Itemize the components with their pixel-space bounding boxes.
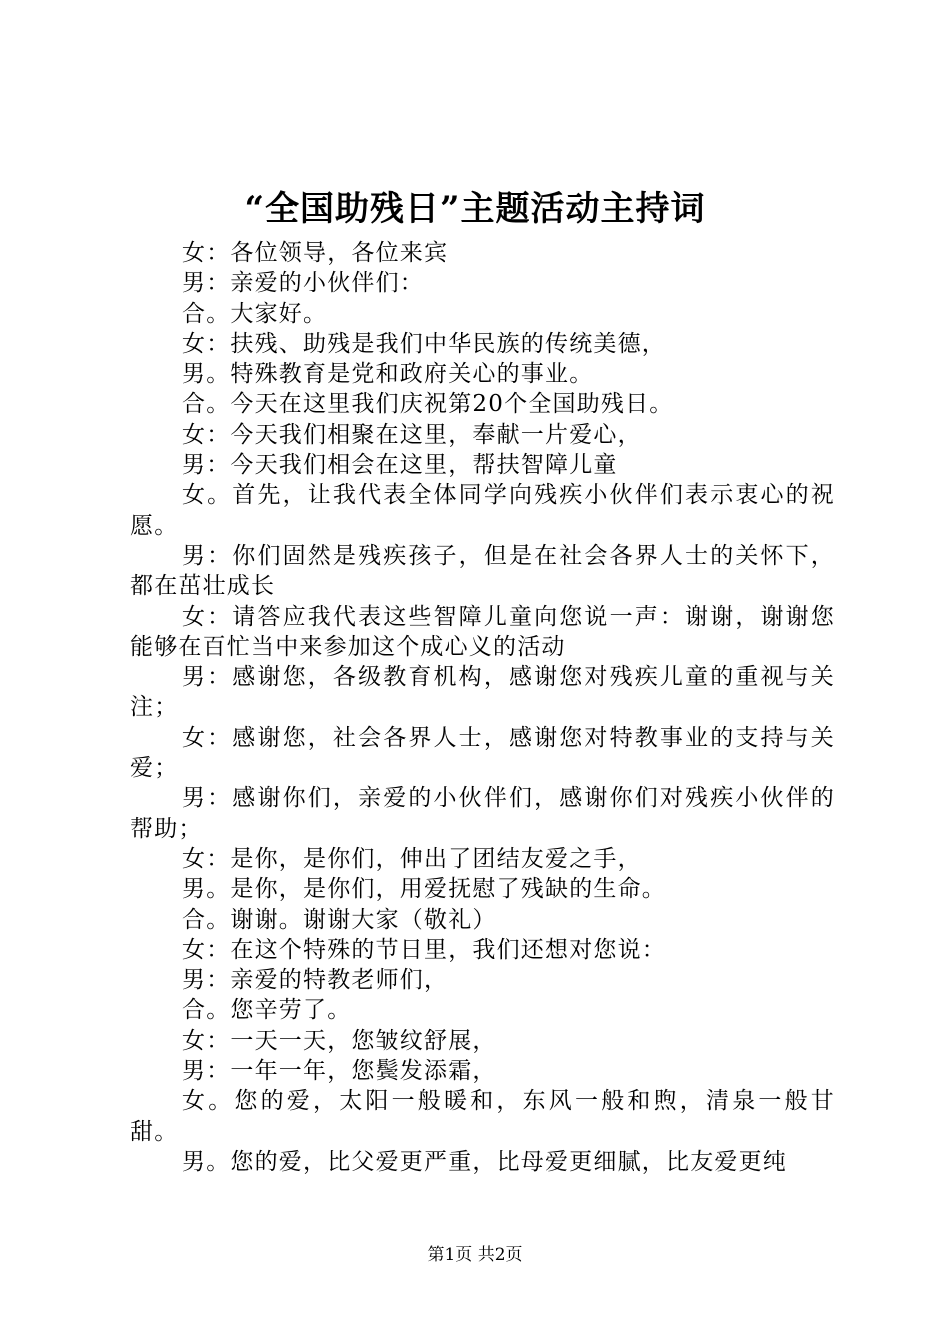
paragraph: 男。特殊教育是党和政府关心的事业。	[182, 361, 594, 388]
paragraph: 女：是你，是你们，伸出了团结友爱之手，	[182, 845, 642, 872]
paragraph: 合。大家好。	[182, 300, 328, 327]
page-footer: 第1页 共2页	[427, 1245, 523, 1265]
paragraph: 男：感谢您，各级教育机构，感谢您对残疾儿童的重视与关注；	[130, 664, 835, 721]
page-title: “全国助残日”主题活动主持词	[244, 189, 706, 229]
paragraph: 女：各位领导，各位来宾	[182, 240, 449, 266]
paragraph: 女：在这个特殊的节日里，我们还想对您说：	[182, 936, 666, 963]
paragraph: 男。您的爱，比父爱更严重，比母爱更细腻，比友爱更纯	[182, 1148, 787, 1175]
paragraph: 女：一天一天，您皱纹舒展，	[182, 1027, 497, 1054]
paragraph: 男：今天我们相会在这里，帮扶智障儿童	[182, 452, 618, 479]
paragraph: 合。谢谢。谢谢大家（敬礼）	[182, 906, 497, 933]
paragraph: 女：扶残、助残是我们中华民族的传统美德，	[182, 330, 666, 357]
paragraph: 男。是你，是你们，用爱抚慰了残缺的生命。	[182, 876, 666, 903]
paragraph: 男：一年一年，您鬓发添霜，	[182, 1058, 497, 1085]
paragraph: 男：亲爱的特教老师们，	[182, 967, 449, 994]
paragraph: 男：亲爱的小伙伴们：	[182, 270, 424, 297]
paragraph: 女。首先，让我代表全体同学向残疾小伙伴们表示衷心的祝愿。	[130, 482, 835, 539]
paragraph: 合。您辛劳了。	[182, 997, 352, 1024]
paragraph: 男：感谢你们，亲爱的小伙伴们，感谢你们对残疾小伙伴的帮助；	[130, 785, 835, 842]
paragraph: 男：你们固然是残疾孩子，但是在社会各界人士的关怀下，都在茁壮成长	[130, 542, 835, 600]
paragraph: 合。今天在这里我们庆祝第20个全国助残日。	[182, 391, 674, 418]
paragraph: 女。您的爱，太阳一般暖和，东风一般和煦，清泉一般甘甜。	[130, 1088, 835, 1145]
paragraph: 女：感谢您，社会各界人士，感谢您对特教事业的支持与关爱；	[130, 724, 835, 782]
paragraph: 女：请答应我代表这些智障儿童向您说一声：谢谢，谢谢您能够在百忙当中来参加这个成心义的活动	[130, 603, 835, 660]
body-text	[130, 238, 835, 1177]
paragraph: 女：今天我们相聚在这里，奉献一片爱心，	[182, 421, 642, 448]
